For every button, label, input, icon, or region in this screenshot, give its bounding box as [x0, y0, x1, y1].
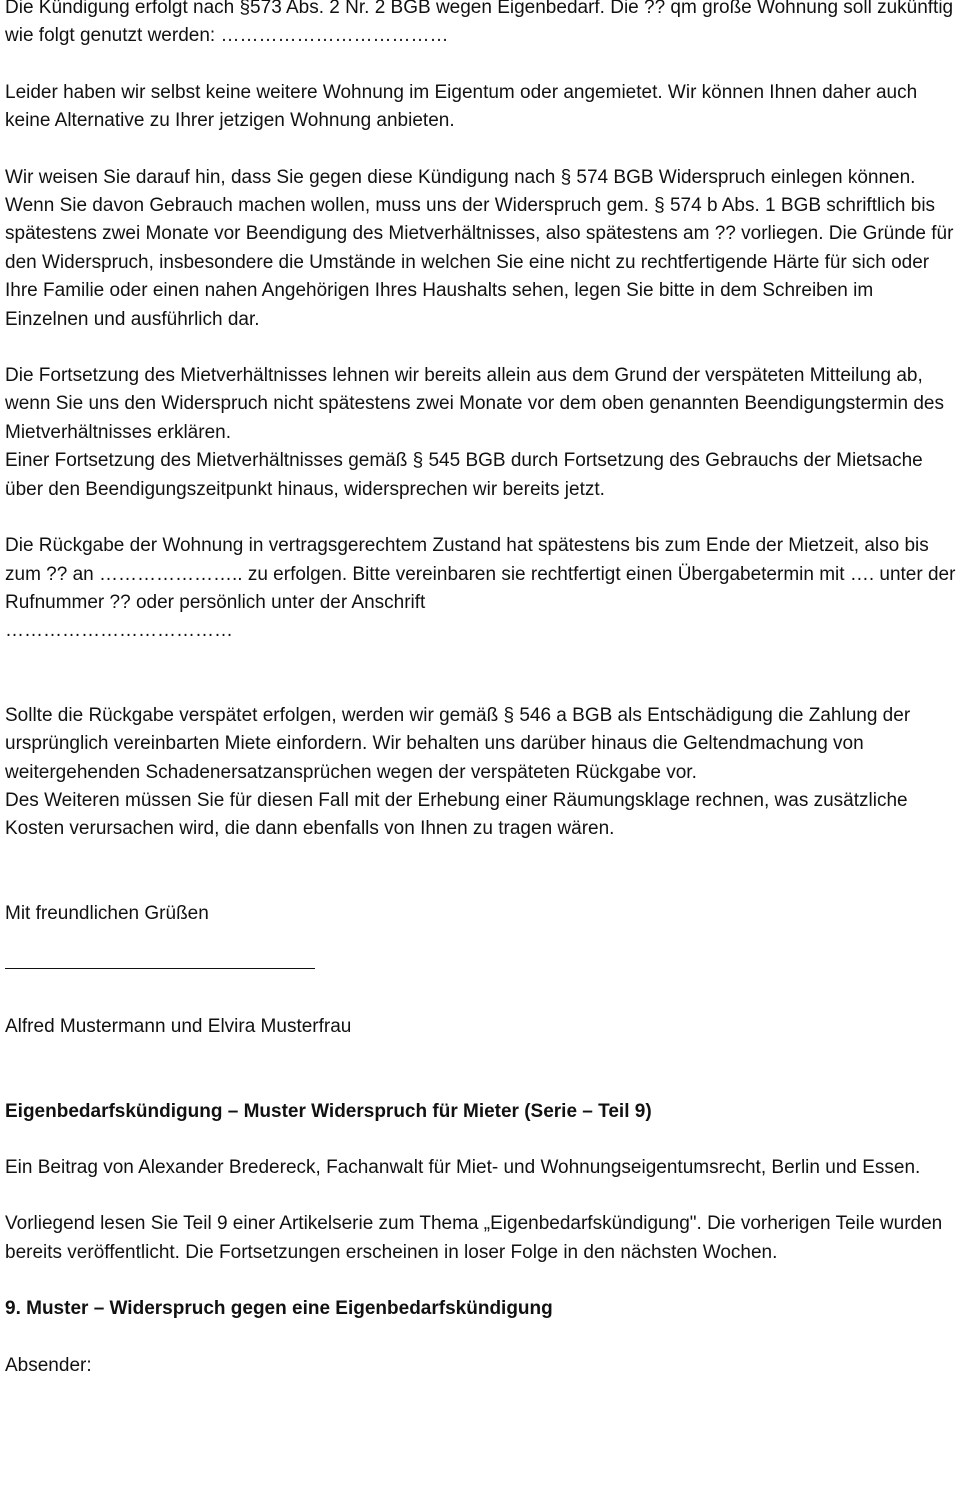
paragraph-eviction-lawsuit: Des Weiteren müssen Sie für diesen Fall mit der Erhebung einer Räumungsklage rechnen, was zusätzliche Kosten verursachen wird, die dann ebenfalls von Ihnen zu tragen wären. [5, 789, 908, 840]
paragraph-series-info: Vorliegend lesen Sie Teil 9 einer Artikelserie zum Thema „Eigenbedarfskündigung". Die vorherigen Teile wurden bereits veröffentlicht. Die Fortsetzungen erscheinen in loser Folge in den nächsten Wochen. [5, 1213, 943, 1263]
paragraph-termination-reason: Die Kündigung erfolgt nach §573 Abs. 2 Nr. 2 BGB wegen Eigenbedarf. Die ?? qm große Wohnung soll zukünftig wie folgt genutzt werden: ……………………………… [5, 0, 954, 47]
paragraph-no-alternative: Leider haben wir selbst keine weitere Wohnung im Eigentum oder angemietet. Wir können Ihnen daher auch keine Alternative zu Ihrer jetzigen Wohnung anbieten. [5, 81, 918, 132]
paragraph-author: Ein Beitrag von Alexander Bredereck, Fachanwalt für Miet- und Wohnungseigentumsrecht, Berlin und Essen. [5, 1156, 921, 1178]
paragraph-late-return: Sollte die Rückgabe verspätet erfolgen, werden wir gemäß § 546 a BGB als Entschädigung die Zahlung der ursprünglich vereinbarten Miete einfordern. Wir behalten uns darüber hinaus die Geltendmachung von weitergehenden Schadenersatzansprüchen wegen der verspäteten Rückgabe vor. [5, 704, 911, 783]
closing-greeting: Mit freundlichen Grüßen [5, 902, 209, 924]
sender-label: Absender: [5, 1354, 92, 1376]
document-page [5, 0, 960, 1380]
signature-line [5, 968, 315, 969]
address-placeholder: ……………………………… [5, 620, 233, 642]
paragraph-return-of-apartment: Die Rückgabe der Wohnung in vertragsgerechtem Zustand hat spätestens bis zum Ende der Mietzeit, also bis zum ?? an ………………….. zu erfolgen. Bitte vereinbaren sie rechtfertigt einen Übergabetermin mit …. unter der Rufnummer ?? oder persönlich unter der Anschrift [5, 535, 956, 613]
paragraph-section-545: Einer Fortsetzung des Mietverhältnisses gemäß § 545 BGB durch Fortsetzung des Gebrauchs der Mietsache über den Beendigungszeitpunkt hinaus, widersprechen wir bereits jetzt. [5, 450, 923, 500]
article-heading: Eigenbedarfskündigung – Muster Widerspruch für Mieter (Serie – Teil 9) [5, 1100, 652, 1122]
section-heading: 9. Muster – Widerspruch gegen eine Eigenbedarfskündigung [5, 1298, 553, 1320]
paragraph-objection-notice: Wir weisen Sie darauf hin, dass Sie gegen diese Kündigung nach § 574 BGB Widerspruch einlegen können. Wenn Sie davon Gebrauch machen wollen, muss uns der Widerspruch gem. § 574 b Abs. 1 BGB schriftlich bis spätestens zwei Monate vor Beendigung des Mietverhältnisses, also spätestens am ?? vorliegen. Die Gründe für den Widerspruch, insbesondere die Umstände in welchen Sie eine nicht zu rechtfertigende Härte für sich oder Ihre Familie oder einen nahen Angehörigen Ihres Haushalts sehen, legen Sie bitte in dem Schreiben im Einzelnen und ausführlich dar. [5, 166, 954, 330]
paragraph-continuation-refusal: Die Fortsetzung des Mietverhältnisses lehnen wir bereits allein aus dem Grund der verspäteten Mitteilung ab, wenn Sie uns den Widerspruch nicht spätestens zwei Monate vor dem oben genannten Beendigungstermin des Mietverhältnisses erklären. [5, 365, 944, 443]
signer-names: Alfred Mustermann und Elvira Musterfrau [5, 1016, 352, 1038]
